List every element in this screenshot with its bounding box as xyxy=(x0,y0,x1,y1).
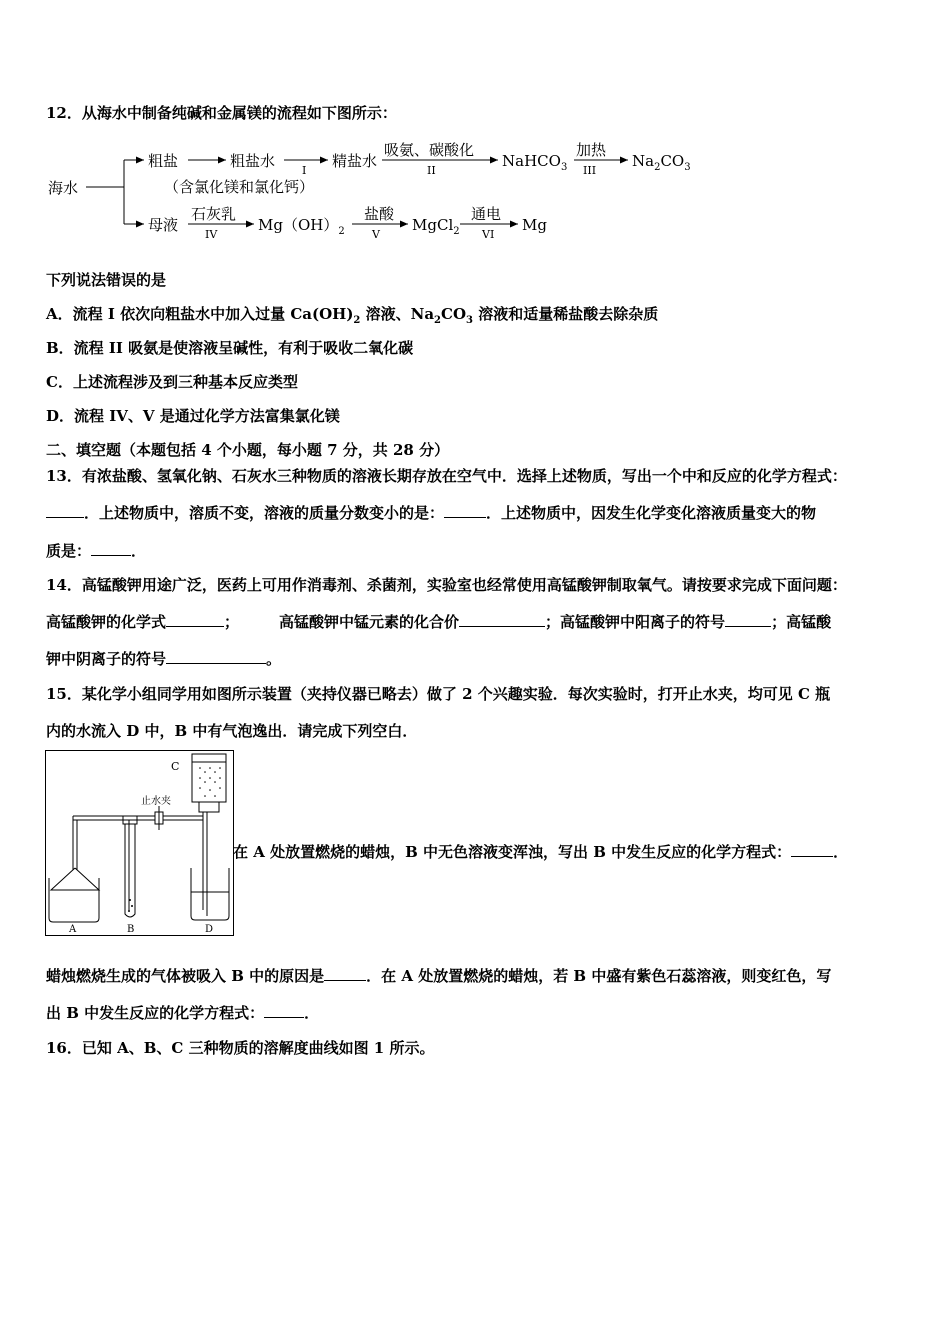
flow-crude-salt: 粗盐 xyxy=(148,152,179,170)
q13-line3: 质是： ． xyxy=(46,542,147,560)
flow-step6-label: VI xyxy=(482,228,495,241)
q15-apparatus-figure xyxy=(45,750,234,936)
q12-option-d[interactable]: D．流程 IV、V 是通过化学方法富集氯化镁 xyxy=(46,407,340,425)
label-b: B xyxy=(127,924,135,935)
q14-line1: 14．高锰酸钾用途广泛，医药上可用作消毒剂、杀菌剂，实验室也经常使用高锰酸钾制取氧气。请按要求完成下面问题： xyxy=(46,576,847,594)
q15-line2: 内的水流入 D 中，B 中有气泡逸出．请完成下列空白． xyxy=(46,722,418,740)
q15-blank-2[interactable] xyxy=(324,966,366,981)
q14-blank-cation[interactable] xyxy=(725,612,771,627)
flow-mgcl2: MgCl$_2$ xyxy=(412,216,460,237)
q14-blank-anion[interactable] xyxy=(166,649,266,664)
q14-blank-formula[interactable] xyxy=(166,612,224,627)
q13-line2: ．上述物质中，溶质不变，溶液的质量分数变小的是： ．上述物质中，因发生化学变化溶液质量变大的物 xyxy=(46,503,816,523)
q15-line1: 15．某化学小组同学用如图所示装置（夹持仪器已略去）做了 2 个兴趣实验．每次实验时，打开止水夹，均可见 C 瓶 xyxy=(46,685,831,703)
flow-nahco3: NaHCO$_3$ xyxy=(502,152,568,173)
flow-seawater: 海水 xyxy=(48,179,79,197)
flow-step5-reagent: 盐酸 xyxy=(364,205,395,223)
flow-step4-label: IV xyxy=(205,228,218,241)
flow-step5-label: V xyxy=(372,228,380,241)
q16-line1: 16．已知 A、B、C 三种物质的溶解度曲线如图 1 所示。 xyxy=(46,1039,435,1057)
q12-option-b[interactable]: B．流程 II 吸氨是使溶液呈碱性，有利于吸收二氧化碳 xyxy=(46,339,414,357)
q15-blank-1[interactable] xyxy=(791,842,833,857)
q12-stem: 12．从海水中制备纯碱和金属镁的流程如下图所示： xyxy=(46,104,397,122)
q12-option-c[interactable]: C．上述流程涉及到三种基本反应类型 xyxy=(46,373,298,391)
flow-crude-brine: 粗盐水 xyxy=(230,152,276,170)
flow-mg: Mg xyxy=(522,216,547,234)
q12-flow-diagram xyxy=(46,138,706,248)
q12-prompt: 下列说法错误的是 xyxy=(46,271,167,289)
flow-mgoh2: $Mg(OH)_2$ xyxy=(258,216,345,237)
flow-step2-label: II xyxy=(427,164,436,177)
label-d: D xyxy=(205,924,214,935)
label-c: C xyxy=(171,760,180,773)
flow-step3-reagent: 加热 xyxy=(576,141,607,159)
q15-blank-3[interactable] xyxy=(264,1003,304,1018)
q14-line2: 高锰酸钾的化学式 ； 高锰酸钾中锰元素的化合价 ；高锰酸钾中阳离子的符号 ；高锰酸 xyxy=(46,613,832,631)
q15-line3: 蜡烛燃烧生成的气体被吸入 B 中的原因是 ．在 A 处放置燃烧的蜡烛，若 B 中盛有紫色石蕊溶液，则变红色，写 xyxy=(46,967,832,985)
flow-step6-reagent: 通电 xyxy=(471,205,502,223)
flow-step3-label: III xyxy=(583,164,597,177)
flow-refined-brine: 精盐水 xyxy=(332,152,378,170)
q13-line1: 13．有浓盐酸、氢氧化钠、石灰水三种物质的溶液长期存放在空气中．选择上述物质，写出一个中和反应的化学方程式： xyxy=(46,467,847,485)
q13-blank-2[interactable] xyxy=(444,503,486,518)
section2-heading: 二、填空题（本题包括 4 个小题，每小题 7 分，共 28 分） xyxy=(46,441,450,459)
q12-option-a[interactable]: A．流程 I 依次向粗盐水中加入过量 $Ca(OH)_2$ 溶液、$Na_2CO_3$ 溶液和适量稀盐酸去除杂质 xyxy=(46,305,659,326)
label-clamp: 止水夹 xyxy=(141,796,171,807)
flow-mother-liquor: 母液 xyxy=(148,216,179,234)
label-a: A xyxy=(69,924,77,935)
flow-impurity-note: （含氯化镁和氯化钙） xyxy=(164,178,315,196)
q14-blank-valence[interactable] xyxy=(459,612,545,627)
flow-step4-reagent: 石灰乳 xyxy=(191,205,237,223)
flow-step1-label: I xyxy=(302,164,307,177)
q15-line4: 出 B 中发生反应的化学方程式： ． xyxy=(46,1004,320,1022)
q14-line3: 钾中阴离子的符号 。 xyxy=(46,650,282,668)
q13-blank-3[interactable] xyxy=(91,541,131,556)
q15-side-text: 在 A 处放置燃烧的蜡烛，B 中无色溶液变浑浊，写出 B 中发生反应的化学方程式： ． xyxy=(233,843,849,861)
q13-blank-1[interactable] xyxy=(46,503,84,518)
flow-na2co3: $Na_2CO_3$ xyxy=(632,152,691,173)
flow-step2-reagent: 吸氨、碳酸化 xyxy=(384,141,475,159)
